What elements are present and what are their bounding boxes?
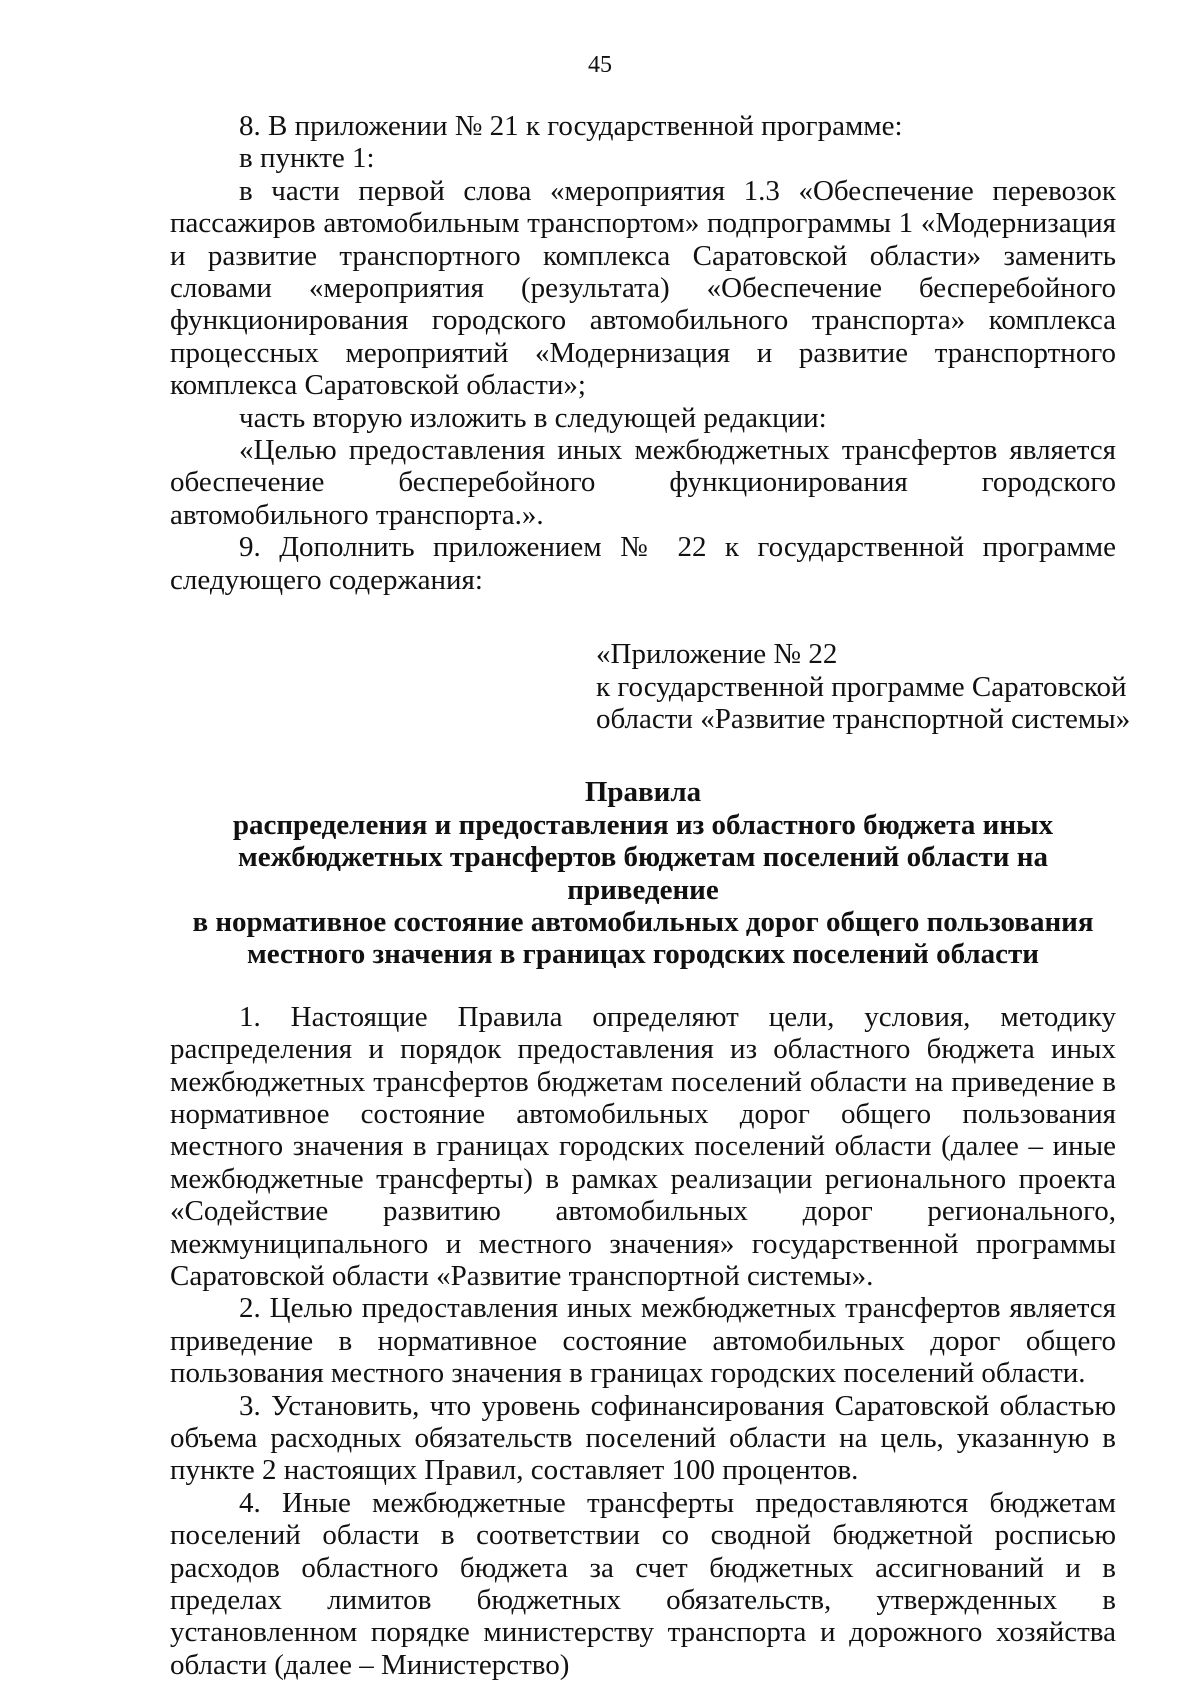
rules-paragraph-3: 3. Установить, что уровень софинансирования Саратовской областью объема расходных обязательств поселений области на цель, указанную в пункте 2 настоящих Правил, составляет 100 процентов. bbox=[170, 1389, 1116, 1487]
appendix-header-line-2: к государственной программе Саратовской bbox=[596, 670, 1127, 703]
rules-subtitle-line-4: местного значения в границах городских поселений области bbox=[246, 938, 1040, 971]
intro-paragraph-5: «Целью предоставления иных межбюджетных трансфертов является обеспечение бесперебойного функционирования городского автомобильного транспорта.». bbox=[170, 434, 1116, 531]
rules-paragraph-4: 4. Иные межбюджетные трансферты предоставляются бюджетам поселений области в соответствии со сводной бюджетной росписью расходов областного бюджета за счет бюджетных ассигнований и в пределах лимитов бюджетных обязательств, утвержденных в установленном порядке министерству транспорта и дорожного хозяйства области (далее – Министерство) bbox=[170, 1486, 1116, 1681]
rules-paragraph-1: 1. Настоящие Правила определяют цели, условия, методику распределения и порядок предоставления из областного бюджета иных межбюджетных трансфертов бюджетам поселений области на приведение в нормативное состояние автомобильных дорог общего пользования местного значения в границах городских поселений области (далее – иные межбюджетные трансферты) в рамках реализации регионального проекта «Содействие развитию автомобильных дорог регионального, межмуниципального и местного значения» государственной программы Саратовской области «Развитие транспортной системы». bbox=[170, 1000, 1116, 1292]
intro-paragraph-2: в пункте 1: bbox=[239, 142, 375, 175]
rules-paragraph-2: 2. Целью предоставления иных межбюджетных трансфертов является приведение в нормативное состояние автомобильных дорог общего пользования местного значения в границах городских поселений области. bbox=[170, 1292, 1116, 1390]
rules-subtitle-line-3: в нормативное состояние автомобильных дорог общего пользования bbox=[192, 905, 1094, 938]
appendix-header bbox=[596, 638, 1131, 735]
rules-title: Правила bbox=[584, 776, 702, 809]
page-number: 45 bbox=[588, 52, 612, 78]
rules-subtitle-line-2: межбюджетных трансфертов бюджетам поселений области на приведение bbox=[238, 841, 1048, 906]
intro-paragraph-4: часть вторую изложить в следующей редакции: bbox=[239, 401, 827, 434]
intro-paragraph-6: 9. Дополнить приложением № 22 к государственной программе следующего содержания: bbox=[170, 531, 1116, 596]
appendix-header-line-3: области «Развитие транспортной системы» bbox=[596, 702, 1131, 735]
rules-subtitle-line-1: распределения и предоставления из областного бюджета иных bbox=[232, 808, 1054, 841]
intro-paragraph-3: в части первой слова «мероприятия 1.3 «Обеспечение перевозок пассажиров автомобильным транспортом» подпрограммы 1 «Модернизация и развитие транспортного комплекса Саратовской области» заменить словами «мероприятия (результата) «Обеспечение бесперебойного функционирования городского автомобильного транспорта» комплекса процессных мероприятий «Модернизация и развитие транспортного комплекса Саратовской области»; bbox=[170, 174, 1116, 402]
appendix-header-line-1: «Приложение № 22 bbox=[596, 638, 838, 671]
intro-paragraph-1: 8. В приложении № 21 к государственной программе: bbox=[239, 110, 903, 142]
document-body bbox=[170, 110, 1131, 1681]
